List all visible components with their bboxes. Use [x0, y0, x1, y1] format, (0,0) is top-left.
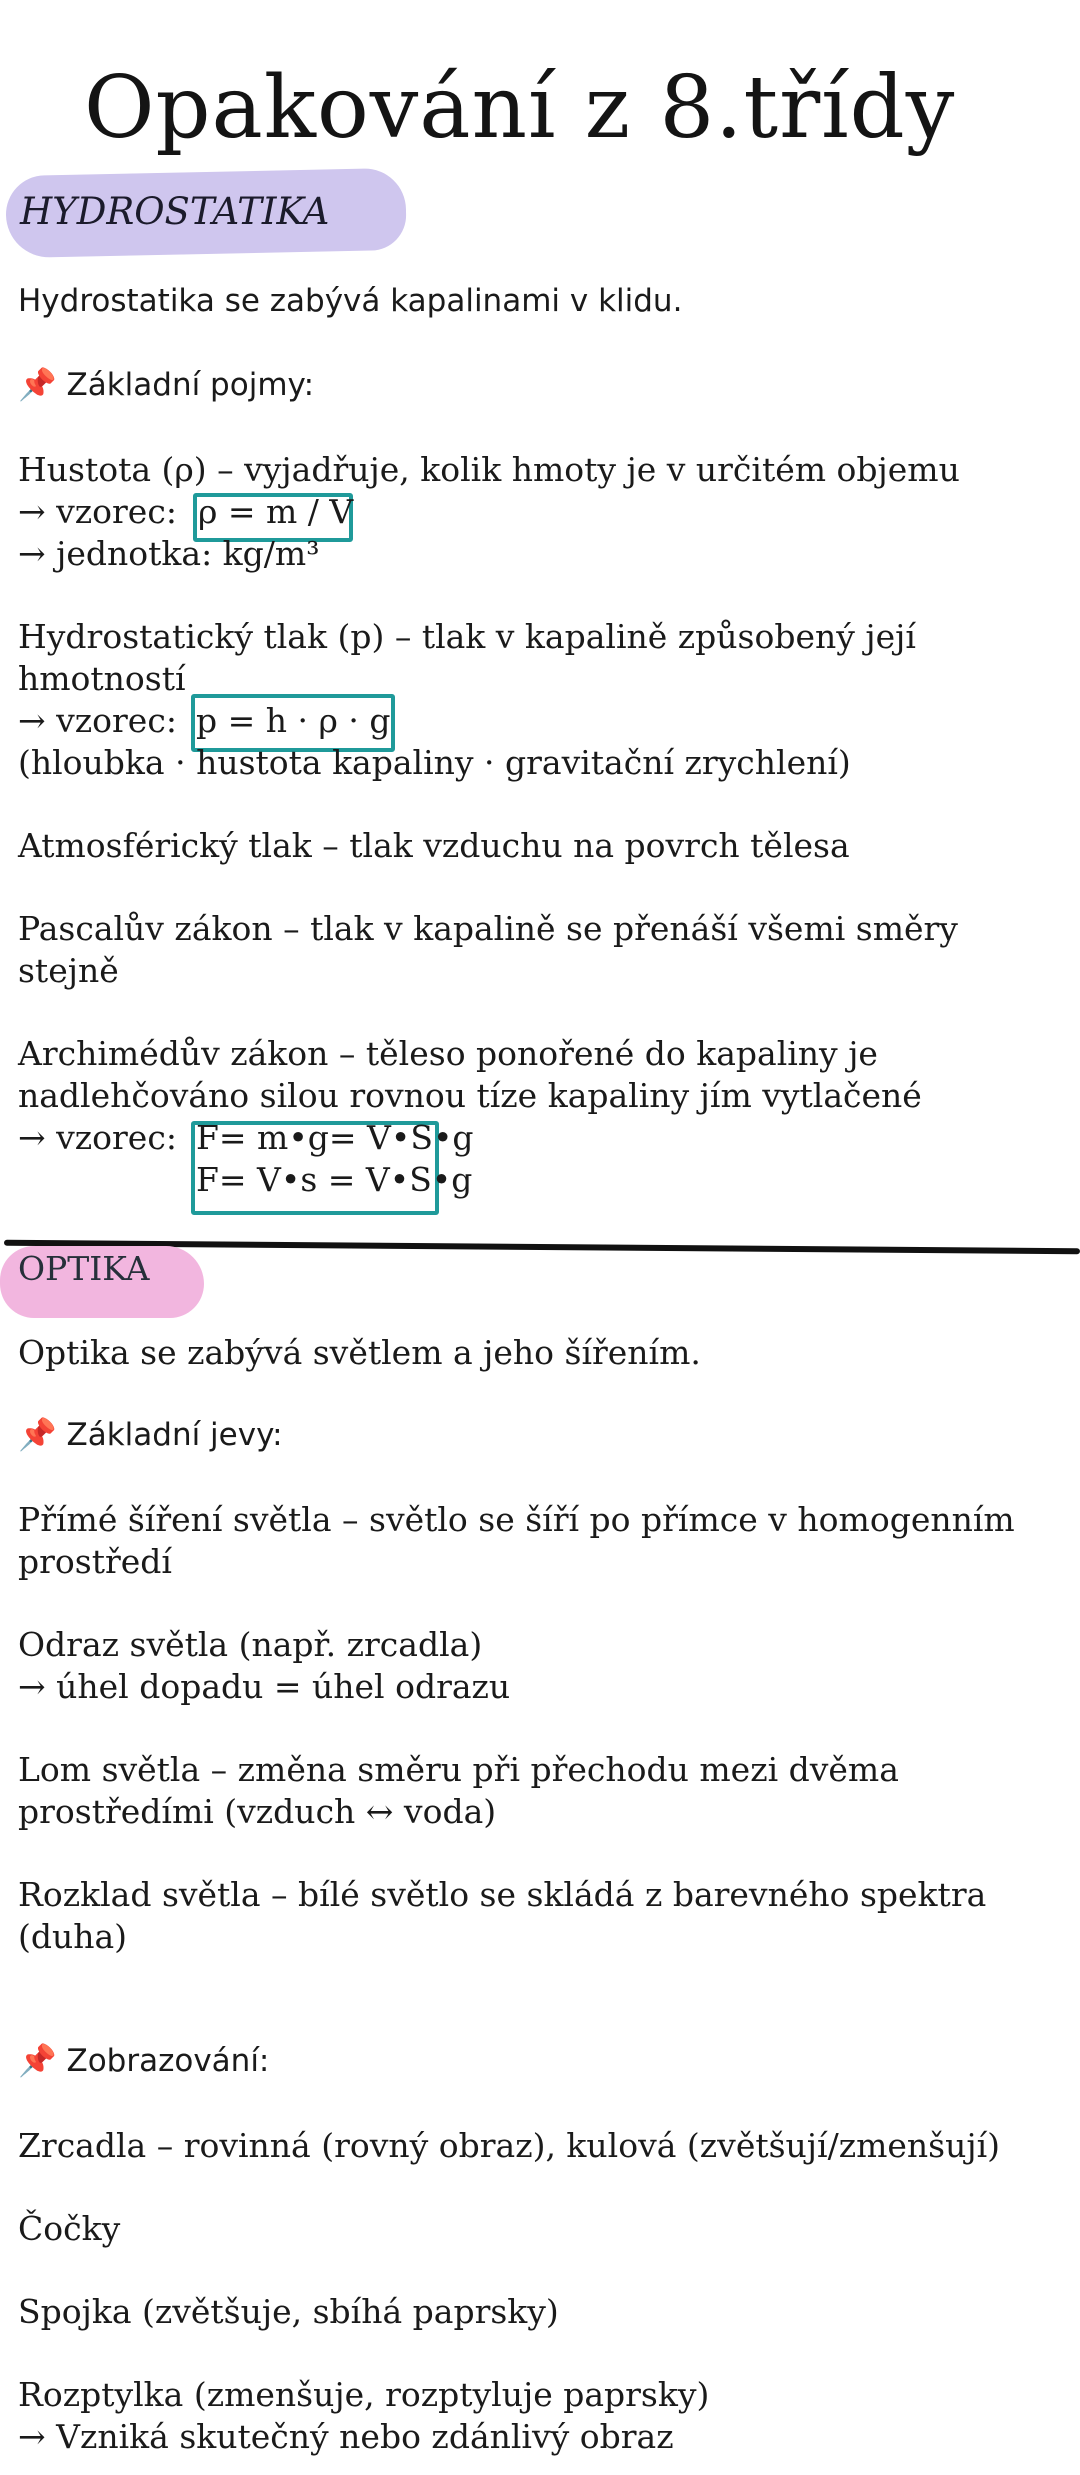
- pushpin-icon: 📌: [18, 2043, 57, 2079]
- pressure-formula: p = h · ρ · g: [196, 701, 391, 740]
- archimedes-formula-2: F= V•s = V•S•g: [196, 1160, 473, 1199]
- reflection-line-1: Odraz světla (např. zrcadla): [18, 1625, 483, 1664]
- atmospheric-line: Atmosférický tlak – tlak vzduchu na povrch tělesa: [18, 826, 850, 865]
- imaging-label-row: [18, 2042, 269, 2079]
- density-unit: → jednotka: kg/m³: [18, 534, 320, 573]
- optics-phenomena-label-row: [18, 1416, 283, 1453]
- pascal-line-2: stejně: [18, 951, 119, 990]
- hydro-basics-label-row: [18, 366, 314, 403]
- mirrors-line: Zrcadla – rovinná (rovný obraz), kulová (zvětšují/zmenšují): [18, 2126, 1001, 2165]
- page-title: Opakování z 8.třídy: [84, 58, 956, 158]
- archimedes-formula-prefix: → vzorec:: [18, 1118, 177, 1157]
- straight-propagation-line-1: Přímé šíření světla – světlo se šíří po přímce v homogenním: [18, 1500, 1015, 1539]
- density-formula-prefix: → vzorec:: [18, 492, 177, 531]
- pushpin-icon: 📌: [18, 1417, 57, 1453]
- density-formula: ρ = m / V: [198, 492, 354, 531]
- image-type-line: → Vzniká skutečný nebo zdánlivý obraz: [18, 2417, 674, 2456]
- imaging-label: Zobrazování:: [66, 2043, 270, 2079]
- refraction-line-1: Lom světla – změna směru při přechodu mezi dvěma: [18, 1750, 899, 1789]
- refraction-line-2: prostředími (vzduch ↔ voda): [18, 1792, 497, 1831]
- lenses-line: Čočky: [18, 2209, 121, 2248]
- straight-propagation-line-2: prostředí: [18, 1542, 172, 1581]
- pressure-note: (hloubka · hustota kapaliny · gravitační zrychlení): [18, 743, 851, 782]
- pascal-line-1: Pascalův zákon – tlak v kapalině se přenáší všemi směry: [18, 909, 958, 948]
- section-heading-hydrostatika: HYDROSTATIKA: [20, 190, 330, 233]
- diverging-lens-line: Rozptylka (zmenšuje, rozptyluje paprsky): [18, 2375, 710, 2414]
- section-heading-optika: OPTIKA: [18, 1249, 150, 1288]
- density-line: Hustota (ρ) – vyjadřuje, kolik hmoty je v určitém objemu: [18, 450, 960, 489]
- pushpin-icon: 📌: [18, 367, 57, 403]
- dispersion-line-1: Rozklad světla – bílé světlo se skládá z barevného spektra: [18, 1875, 987, 1914]
- dispersion-line-2: (duha): [18, 1917, 128, 1956]
- archimedes-formula-1: F= m•g= V•S•g: [196, 1118, 474, 1157]
- hydro-basics-label: Základní pojmy:: [66, 367, 315, 403]
- pressure-formula-prefix: → vzorec:: [18, 701, 177, 740]
- reflection-line-2: → úhel dopadu = úhel odrazu: [18, 1667, 511, 1706]
- hydro-intro: Hydrostatika se zabývá kapalinami v klidu.: [18, 283, 683, 319]
- pressure-line-2: hmotností: [18, 659, 186, 698]
- optics-intro: Optika se zabývá světlem a jeho šířením.: [18, 1333, 701, 1372]
- optics-phenomena-label: Základní jevy:: [66, 1417, 283, 1453]
- archimedes-line-1: Archimédův zákon – těleso ponořené do kapaliny je: [18, 1034, 878, 1073]
- converging-lens-line: Spojka (zvětšuje, sbíhá paprsky): [18, 2292, 559, 2331]
- archimedes-line-2: nadlehčováno silou rovnou tíze kapaliny jím vytlačené: [18, 1076, 922, 1115]
- pressure-line-1: Hydrostatický tlak (p) – tlak v kapalině způsobený její: [18, 617, 916, 656]
